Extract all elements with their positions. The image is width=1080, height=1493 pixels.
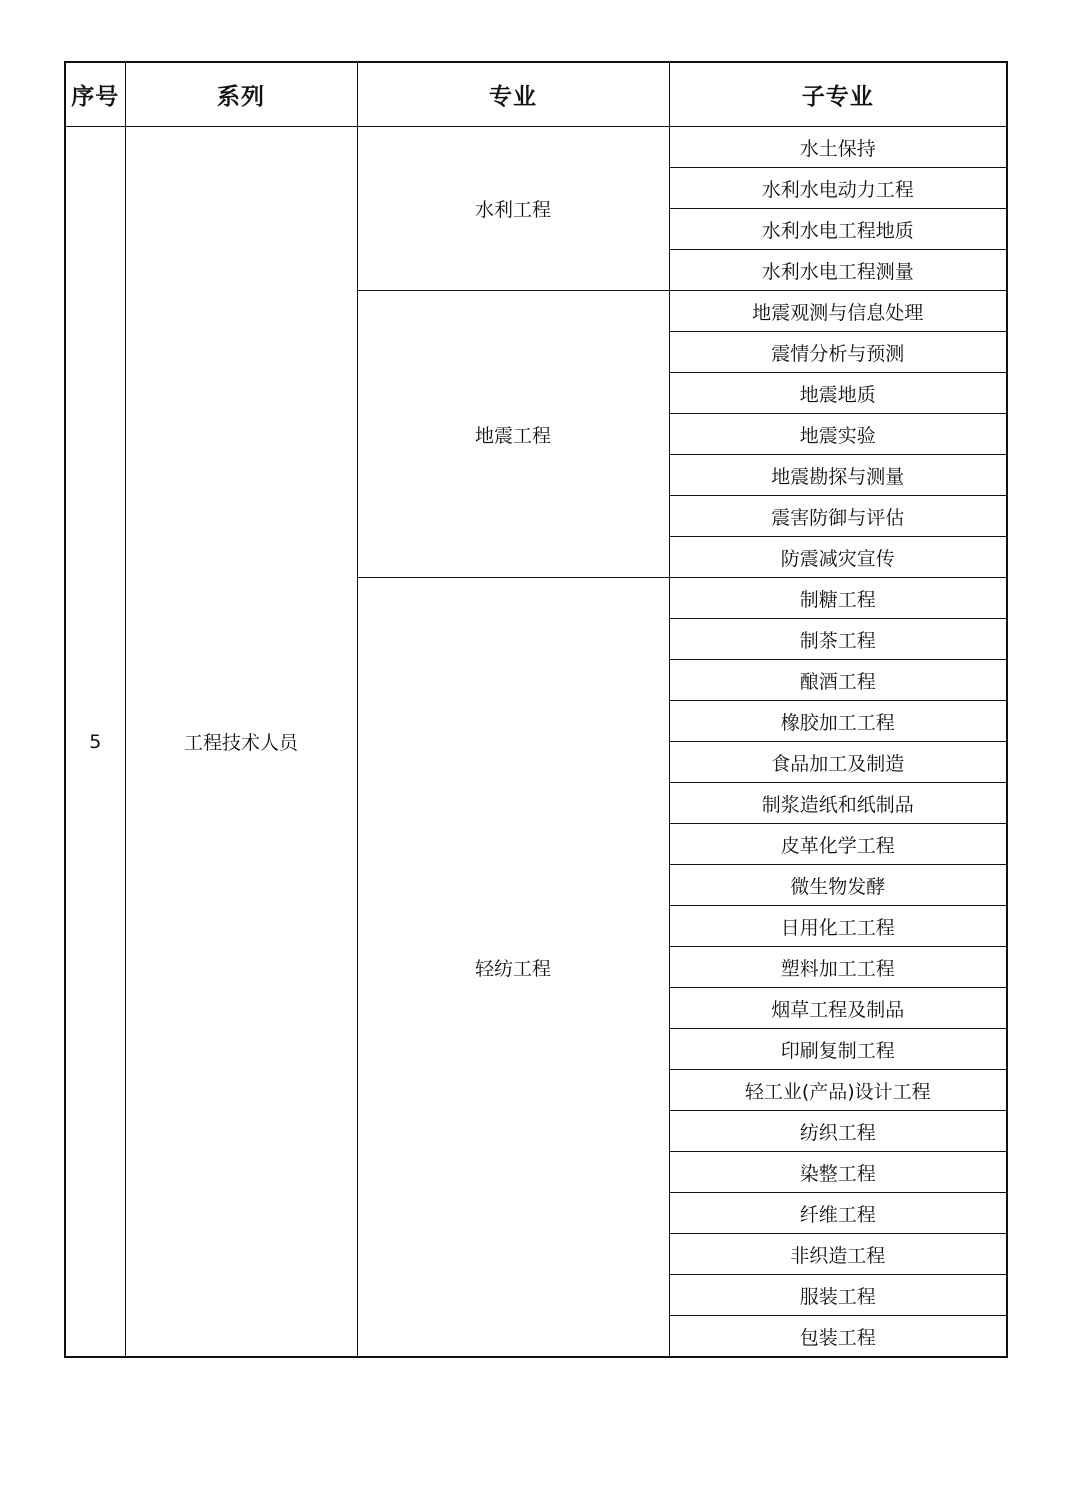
specialty-name: 轻纺工程 (357, 578, 669, 1358)
specialty-name: 地震工程 (357, 291, 669, 578)
sub-specialty: 印刷复制工程 (669, 1029, 1007, 1070)
sub-specialty: 制茶工程 (669, 619, 1007, 660)
sub-specialty: 服装工程 (669, 1275, 1007, 1316)
sub-specialty: 轻工业(产品)设计工程 (669, 1070, 1007, 1111)
header-row (65, 62, 1007, 127)
sub-specialty: 染整工程 (669, 1152, 1007, 1193)
sub-specialty: 震害防御与评估 (669, 496, 1007, 537)
sub-specialty: 水利水电动力工程 (669, 168, 1007, 209)
sub-specialty: 皮革化学工程 (669, 824, 1007, 865)
sub-specialty: 塑料加工工程 (669, 947, 1007, 988)
specialty-table (64, 61, 1008, 1358)
sub-specialty: 震情分析与预测 (669, 332, 1007, 373)
sub-specialty: 橡胶加工工程 (669, 701, 1007, 742)
sub-specialty: 日用化工工程 (669, 906, 1007, 947)
sub-specialty: 地震勘探与测量 (669, 455, 1007, 496)
specialty-name: 水利工程 (357, 127, 669, 291)
sub-specialty: 纤维工程 (669, 1193, 1007, 1234)
header-seq: 序号 (65, 62, 125, 127)
sub-specialty: 水土保持 (669, 127, 1007, 168)
sub-specialty: 地震观测与信息处理 (669, 291, 1007, 332)
sub-specialty: 制糖工程 (669, 578, 1007, 619)
header-specialty: 专业 (357, 62, 669, 127)
sub-specialty: 地震实验 (669, 414, 1007, 455)
header-series: 系列 (125, 62, 357, 127)
sub-specialty: 水利水电工程测量 (669, 250, 1007, 291)
sub-specialty: 非织造工程 (669, 1234, 1007, 1275)
table-row (65, 127, 1007, 168)
table-body (65, 127, 1007, 1358)
header-sub-specialty: 子专业 (669, 62, 1007, 127)
sub-specialty: 制浆造纸和纸制品 (669, 783, 1007, 824)
sub-specialty: 水利水电工程地质 (669, 209, 1007, 250)
sub-specialty: 地震地质 (669, 373, 1007, 414)
sub-specialty: 微生物发酵 (669, 865, 1007, 906)
seq-number: 5 (65, 127, 125, 1358)
series-name: 工程技术人员 (125, 127, 357, 1358)
sub-specialty: 纺织工程 (669, 1111, 1007, 1152)
sub-specialty: 包装工程 (669, 1316, 1007, 1358)
sub-specialty: 烟草工程及制品 (669, 988, 1007, 1029)
sub-specialty: 食品加工及制造 (669, 742, 1007, 783)
sub-specialty: 防震减灾宣传 (669, 537, 1007, 578)
sub-specialty: 酿酒工程 (669, 660, 1007, 701)
